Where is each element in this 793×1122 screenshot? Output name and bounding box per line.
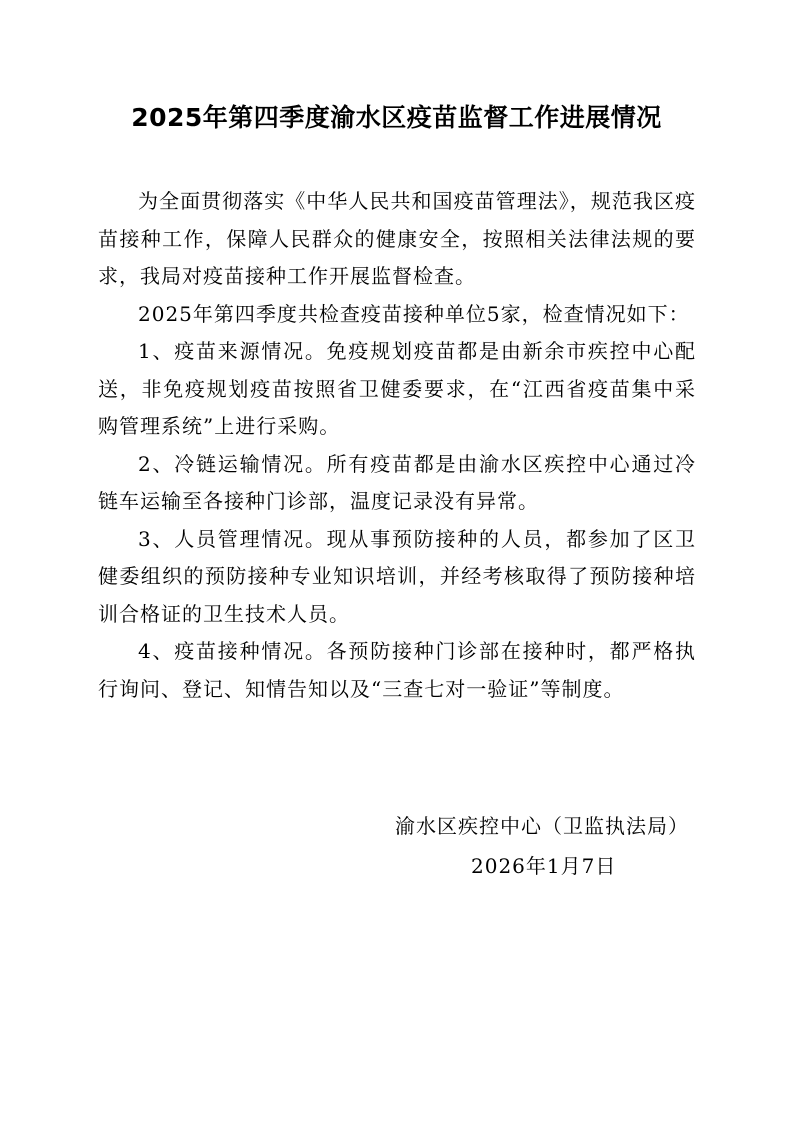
document-title: 2025年第四季度渝水区疫苗监督工作进展情况 <box>131 103 662 132</box>
signature-org: 渝水区疾控中心（卫监执法局） <box>395 814 689 838</box>
paragraph-item-4: 4、疫苗接种情况。各预防接种门诊部在接种时，都严格执行询问、登记、知情告知以及“三查七对一验证”等制度。 <box>98 639 696 701</box>
paragraph-summary: 2025年第四季度共检查疫苗接种单位5家，检查情况如下： <box>138 301 690 326</box>
paragraph-item-1: 1、疫苗来源情况。免疫规划疫苗都是由新余市疾控中心配送，非免疫规划疫苗按照省卫健委要求，在“江西省疫苗集中采购管理系统”上进行采购。 <box>98 339 696 438</box>
paragraph-intro: 为全面贯彻落实《中华人民共和国疫苗管理法》，规范我区疫苗接种工作，保障人民群众的健康安全，按照相关法律法规的要求，我局对疫苗接种工作开展监督检查。 <box>98 189 696 288</box>
signature-date: 2026年1月7日 <box>471 854 617 878</box>
document-body <box>98 183 696 708</box>
paragraph-item-3: 3、人员管理情况。现从事预防接种的人员，都参加了区卫健委组织的预防接种专业知识培训，并经考核取得了预防接种培训合格证的卫生技术人员。 <box>98 526 696 626</box>
paragraph-item-2: 2、冷链运输情况。所有疫苗都是由渝水区疾控中心通过冷链车运输至各接种门诊部，温度记录没有异常。 <box>98 451 696 513</box>
